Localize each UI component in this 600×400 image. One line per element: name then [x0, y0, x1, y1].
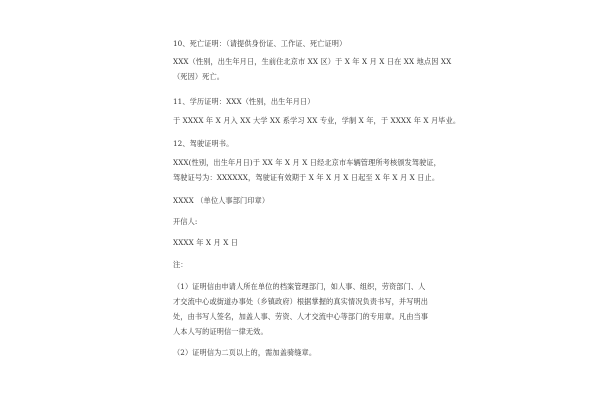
note1-line2: 才交流中心或街道办事处（乡镇政府）根据掌握的真实情况负责书写，并写明出 — [173, 297, 429, 306]
stamp-line: XXXX （单位人事部门印章） — [173, 196, 270, 205]
issuer-line: 开信人: — [173, 217, 198, 226]
note1-line3: 处，由书写人签名，加盖人事、劳资、人才交流中心等部门的专用章。凡由当事 — [173, 312, 429, 321]
item11-heading: 11、学历证明：XXX（性别，出生年月日） — [173, 97, 315, 106]
note2-line1: （2）证明信为二页以上的，需加盖骑缝章。 — [173, 348, 317, 357]
item11-body-line1: 于 XXXX 年 X 月入 XX 大学 XX 系学习 XX 专业，学制 X 年，于 XXXX 年 X 月毕业。 — [173, 116, 461, 125]
item12-body-line1: XXX(性别，出生年月日)于 XX 年 X 月 X 日经北京市车辆管理所考核颁发驾驶证， — [173, 158, 441, 167]
notes-heading: 注： — [173, 260, 188, 269]
item10-heading: 10、死亡证明：（请提供身份证、工作证、死亡证明） — [173, 39, 347, 48]
item10-body-line2: （死因）死亡。 — [173, 72, 225, 81]
item12-heading: 12、驾驶证明书。 — [173, 139, 234, 148]
date-line: XXXX 年 X 月 X 日 — [173, 238, 239, 247]
item10-body-line1: XXX（性别，出生年月日，生前住北京市 XX 区）于 X 年 X 月 X 日在 XX 地点因 XX — [173, 57, 452, 66]
note1-line4: 人本人写的证明信一律无效。 — [173, 327, 268, 336]
item12-body-line2: 驾驶证号为：XXXXXX，驾驶证有效期于 X 年 X 月 X 日起至 X 年 X 月 X 日止。 — [173, 173, 440, 182]
note1-line1: （1）证明信由申请人所在单位的档案管理部门，如人事、组织，劳资部门、人 — [173, 282, 426, 291]
